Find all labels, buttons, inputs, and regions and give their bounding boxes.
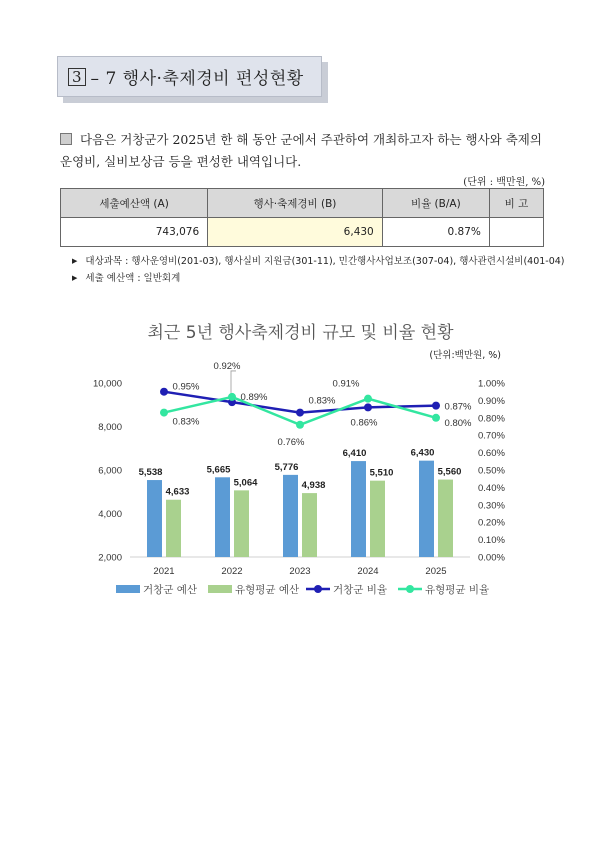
line-data-label: 0.91%	[332, 378, 360, 390]
y2-tick-label: 0.90%	[478, 395, 505, 407]
y2-tick-label: 0.60%	[478, 448, 505, 460]
y-tick-label: 6,000	[98, 465, 122, 477]
triangle-bullet-icon: ▶	[72, 257, 78, 265]
bar-county	[283, 475, 298, 557]
legend-swatch	[208, 585, 232, 593]
header-event-cost: 행사·축제경비 (B)	[208, 189, 383, 218]
line-data-label: 0.89%	[240, 392, 268, 404]
line-point	[296, 421, 304, 429]
x-tick-label: 2023	[289, 566, 311, 577]
intro-text: 다음은 거창군가 2025년 한 해 동안 군에서 주관하여 개최하고자 하는 행사와 축제의 운영비, 실비보상금 등을 편성한 내역입니다.	[60, 132, 542, 169]
bar-data-label: 4,633	[165, 486, 190, 498]
bar-data-label: 5,560	[437, 466, 462, 478]
line-data-label: 0.87%	[444, 401, 472, 413]
line-point	[364, 403, 372, 411]
cell-event-cost: 6,430	[208, 218, 383, 247]
y-tick-label: 2,000	[98, 552, 122, 564]
header-remarks: 비 고	[489, 189, 543, 218]
y2-tick-label: 0.10%	[478, 535, 505, 547]
y2-tick-label: 1.00%	[478, 378, 505, 390]
x-tick-label: 2024	[357, 566, 379, 577]
chart-title: 최근 5년 행사축제경비 규모 및 비율 현황	[147, 323, 454, 343]
triangle-bullet-icon: ▶	[72, 274, 78, 282]
y-tick-label: 4,000	[98, 509, 122, 520]
bar-average	[370, 481, 385, 557]
line-data-label: 0.80%	[444, 417, 472, 429]
legend-label: 유형평균 예산	[235, 584, 300, 596]
bar-county	[147, 480, 162, 557]
y2-tick-label: 0.20%	[478, 517, 505, 529]
x-tick-label: 2021	[153, 566, 175, 577]
x-tick-label: 2025	[425, 566, 447, 577]
legend-label: 유형평균 비율	[425, 584, 490, 596]
line-point	[364, 395, 372, 403]
y2-tick-label: 0.30%	[478, 500, 505, 512]
cell-ratio: 0.87%	[382, 218, 489, 247]
line-data-label: 0.83%	[172, 416, 200, 428]
line-point	[160, 388, 168, 396]
bar-data-label: 5,538	[138, 467, 163, 479]
line-data-label: 0.83%	[308, 395, 336, 407]
line-point	[432, 402, 440, 410]
bar-average	[234, 490, 249, 557]
table-unit-label: (단위 : 백만원, %)	[463, 177, 545, 188]
y2-tick-label: 0.40%	[478, 482, 505, 494]
line-data-label: 0.86%	[350, 417, 378, 429]
section-title: – 7 행사·축제경비 편성현황	[90, 69, 304, 89]
section-number: 3	[68, 68, 86, 86]
bar-county	[419, 461, 434, 557]
header-budget: 세출예산액 (A)	[61, 189, 208, 218]
bar-average	[166, 500, 181, 557]
y2-tick-label: 0.70%	[478, 430, 505, 442]
y2-tick-label: 0.00%	[478, 552, 505, 564]
y-tick-label: 8,000	[98, 422, 122, 433]
line-data-label: 0.92%	[213, 360, 241, 372]
header-ratio: 비율 (B/A)	[382, 189, 489, 218]
bar-data-label: 5,776	[274, 461, 299, 473]
bar-data-label: 5,064	[233, 477, 258, 489]
legend-label: 거창군 예산	[143, 584, 198, 596]
chart-unit-label: (단위:백만원, %)	[429, 350, 501, 361]
legend-label: 거창군 비율	[333, 584, 388, 596]
bar-data-label: 5,510	[369, 467, 394, 479]
label-leader-line	[231, 371, 236, 393]
line-point	[432, 414, 440, 422]
line-point	[296, 409, 304, 417]
bar-average	[438, 480, 453, 557]
y2-tick-label: 0.80%	[478, 413, 505, 425]
bar-county	[215, 477, 230, 557]
x-tick-label: 2022	[221, 566, 243, 577]
bar-data-label: 5,665	[206, 464, 231, 476]
note-text: 대상과목 : 행사운영비(201-03), 행사실비 지원금(301-11), 민간행사사업보조(307-04), 행사관련시설비(401-04)	[85, 256, 565, 267]
bar-data-label: 6,430	[410, 447, 435, 459]
line-point	[160, 409, 168, 417]
line-point	[228, 393, 236, 401]
bar-data-label: 6,410	[342, 448, 367, 460]
cell-budget: 743,076	[61, 218, 208, 247]
note-text: 세출 예산액 : 일반회계	[85, 273, 181, 284]
bar-average	[302, 493, 317, 557]
y-tick-label: 10,000	[92, 378, 122, 390]
legend-swatch	[116, 585, 140, 593]
legend-swatch-marker	[314, 585, 322, 593]
y2-tick-label: 0.50%	[478, 465, 505, 477]
line-data-label: 0.76%	[277, 436, 305, 448]
bar-data-label: 4,938	[301, 480, 326, 492]
bar-county	[351, 461, 366, 557]
legend-swatch-marker	[406, 585, 414, 593]
line-data-label: 0.95%	[172, 381, 200, 393]
